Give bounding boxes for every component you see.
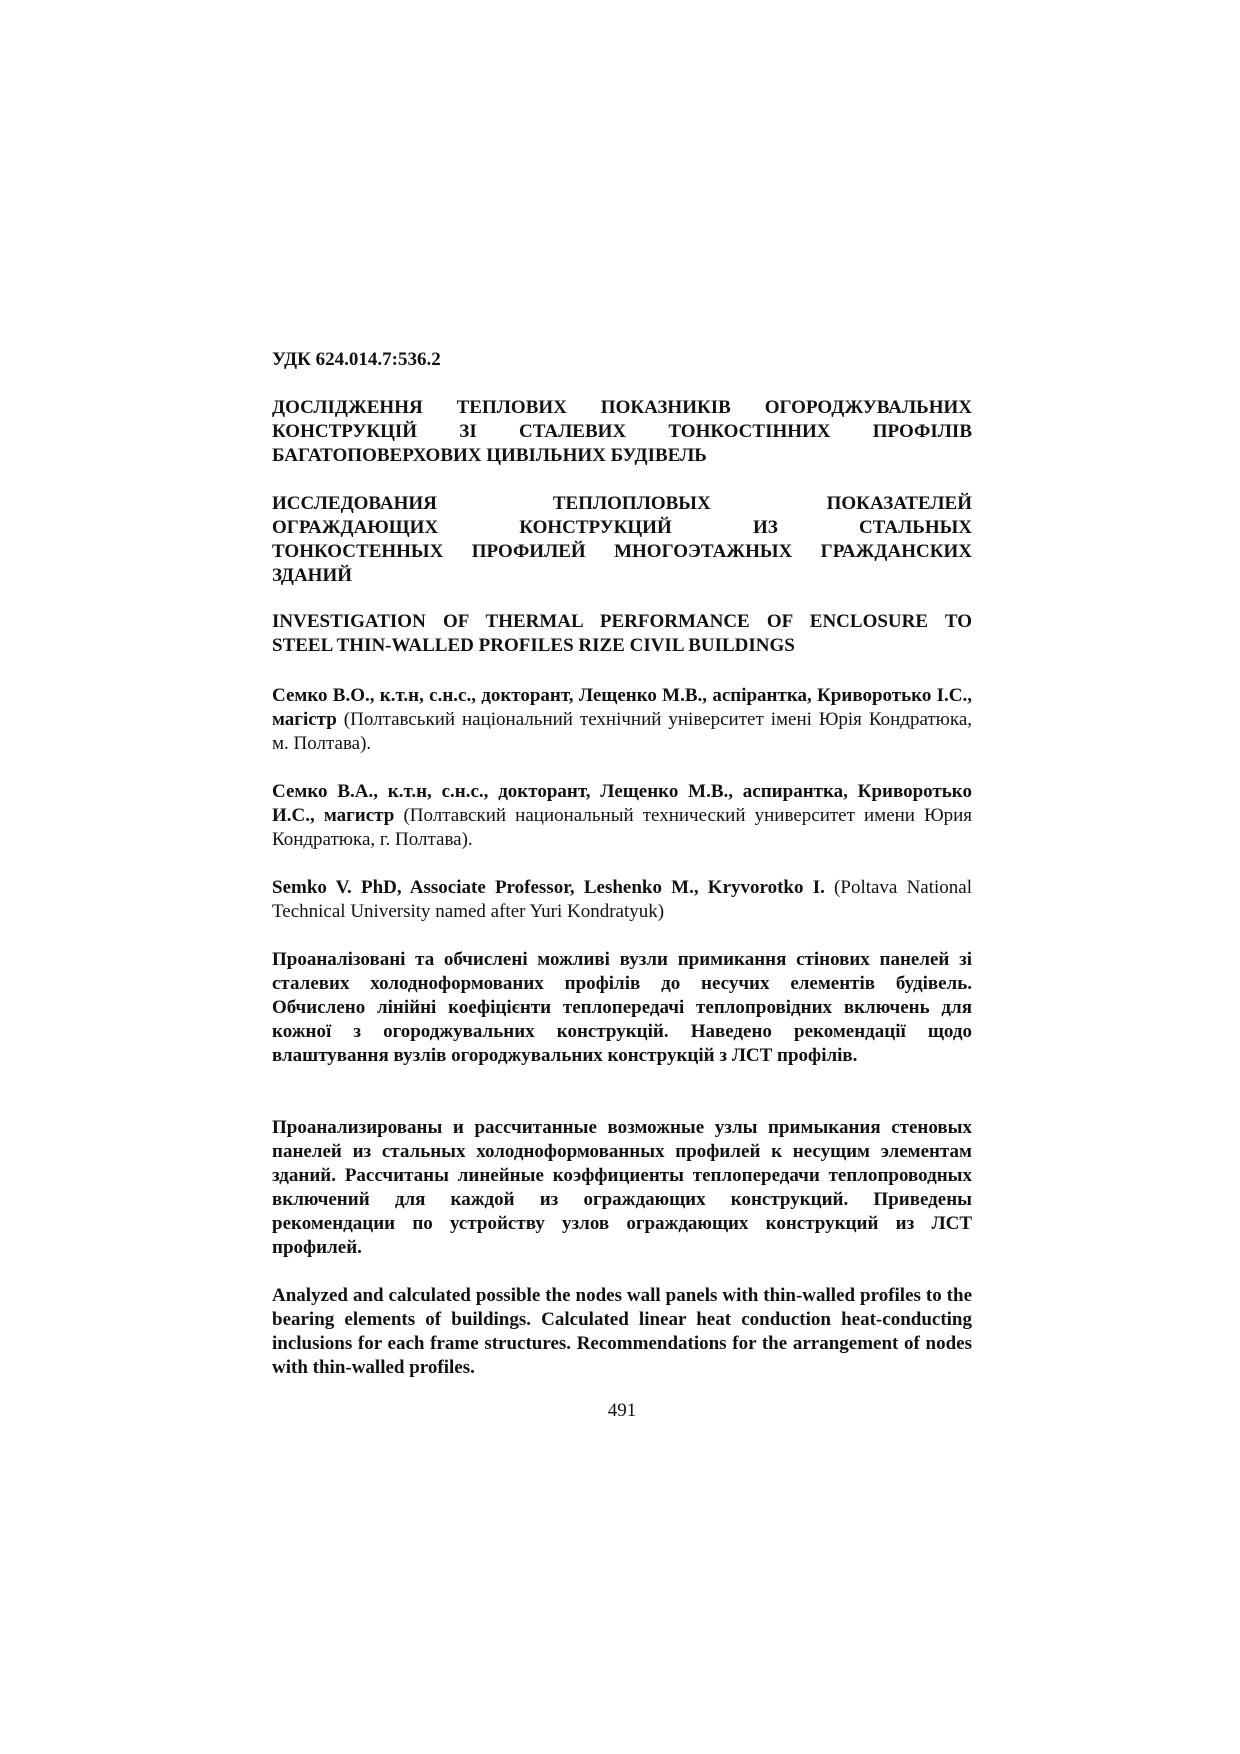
title-line: ЗДАНИЙ xyxy=(272,565,352,586)
author-affiliation: (Полтавський національний технічний університет імені Юрія Кондратюка, м. Полтава). xyxy=(272,709,973,754)
page-number: 491 xyxy=(607,1400,637,1421)
title-line: БАГАТОПОВЕРХОВИХ ЦИВІЛЬНИХ БУДІВЕЛЬ xyxy=(272,445,707,466)
abstract-russian: Проанализированы и рассчитанные возможные узлы примыкания стеновых панелей из стальных холодноформованных профилей к несущим элементам зданий. Рассчитаны линейные коэффициенты теплопередачи теплопроводных включений для каждой из ограждающих конструкций. Приведены рекомендации по устройству узлов ограждающих конструкций из ЛСТ профилей. xyxy=(272,1117,972,1258)
authors-english xyxy=(272,876,972,924)
author-names: Семко В.О., к.т.н, с.н.с., докторант, Лещенко М.В., аспірантка, Криворотько І.С., магістр xyxy=(272,685,972,730)
title-line: STEEL THIN-WALLED PROFILES RIZE CIVIL BUILDINGS xyxy=(272,635,795,656)
title-line: ИССЛЕДОВАНИЯ ТЕПЛОПЛОВЫХ ПОКАЗАТЕЛЕЙ xyxy=(272,493,972,514)
author-names: Семко В.А., к.т.н, с.н.с., докторант, Лещенко М.В., аспирантка, Криворотько И.С., магистр xyxy=(272,781,972,826)
title-ukrainian xyxy=(272,396,972,468)
title-english xyxy=(272,610,972,658)
title-line: КОНСТРУКЦІЙ ЗІ СТАЛЕВИХ ТОНКОСТІННИХ ПРОФІЛІВ xyxy=(272,421,972,442)
title-line: ТОНКОСТЕННЫХ ПРОФИЛЕЙ МНОГОЭТАЖНЫХ ГРАЖДАНСКИХ xyxy=(272,541,972,562)
title-line: ДОСЛІДЖЕННЯ ТЕПЛОВИХ ПОКАЗНИКІВ ОГОРОДЖУВАЛЬНИХ xyxy=(272,397,972,418)
title-line: INVESTIGATION OF THERMAL PERFORMANCE OF ENCLOSURE TO xyxy=(272,611,972,632)
author-affiliation: (Полтавский национальный технический университет имени Юрия Кондратюка, г. Полтава). xyxy=(272,805,973,850)
author-affiliation: (Poltava National Technical University named after Yuri Kondratyuk) xyxy=(272,877,972,922)
authors-russian xyxy=(272,780,972,852)
author-names: Semko V. PhD, Associate Professor, Leshenko M., Kryvorotko I. xyxy=(272,877,825,898)
abstract-ukrainian: Проаналізовані та обчислені можливі вузли примикання стінових панелей зі сталевих холодноформованих профілів до несучих елементів будівель. Обчислено лінійні коефіцієнти теплопередачі теплопровідних включень для кожної з огороджувальних конструкцій. Наведено рекомендації щодо влаштування вузлів огороджувальних конструкцій з ЛСТ профілів. xyxy=(272,949,972,1066)
abstract-english: Analyzed and calculated possible the nodes wall panels with thin-walled profiles to the bearing elements of buildings. Calculated linear heat conduction heat-conducting inclusions for each frame structures. Recommendations for the arrangement of nodes with thin-walled profiles. xyxy=(272,1285,972,1378)
udk-code: УДК 624.014.7:536.2 xyxy=(272,349,441,370)
authors-ukrainian xyxy=(272,684,972,756)
title-line: ОГРАЖДАЮЩИХ КОНСТРУКЦИЙ ИЗ СТАЛЬНЫХ xyxy=(272,517,972,538)
title-russian xyxy=(272,492,972,588)
